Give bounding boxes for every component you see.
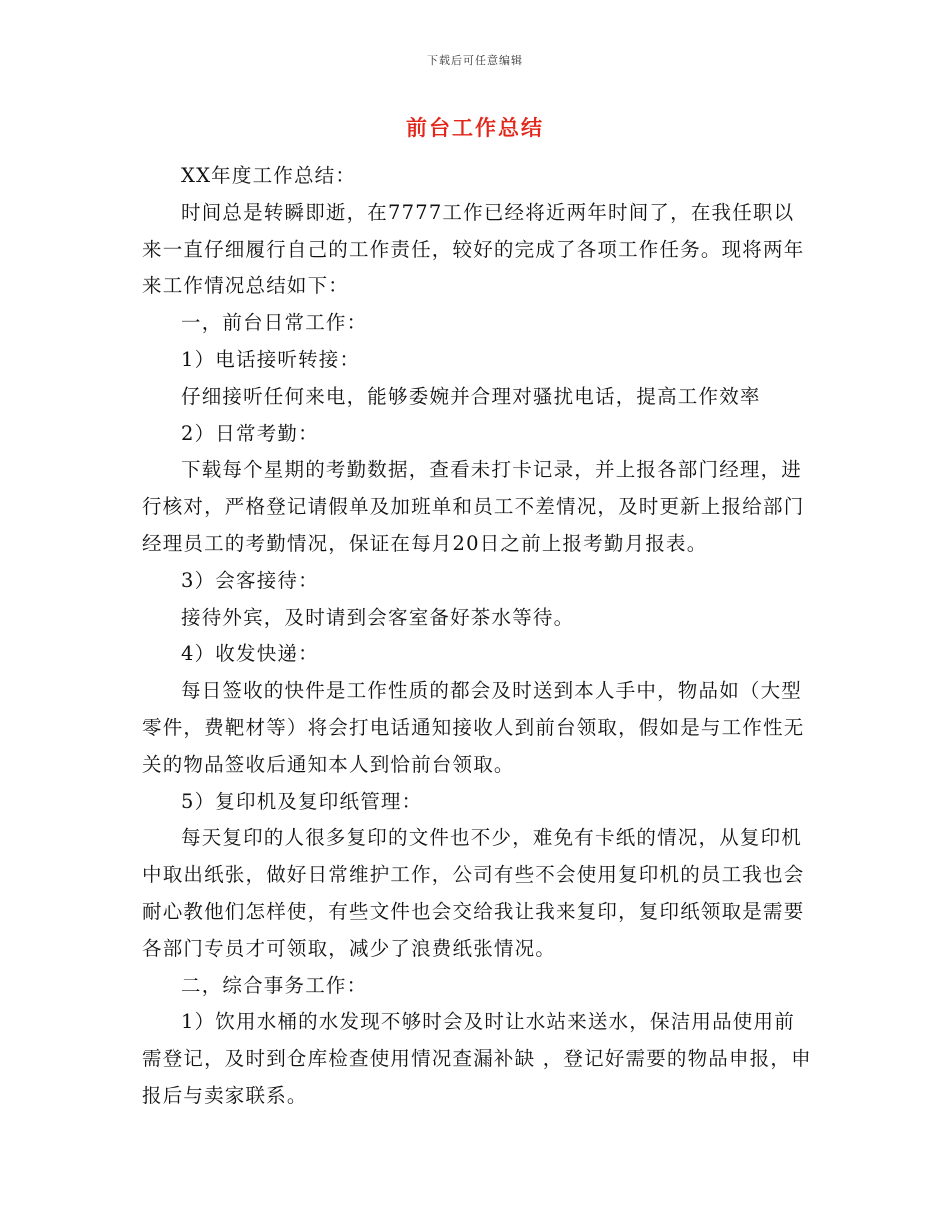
section-heading: 二，综合事务工作： xyxy=(181,973,368,997)
paragraph: 每日签收的快件是工作性质的都会及时送到本人手中，物品如（大型零件，费靶材等）将会打电话通知接收人到前台领取，假如是与工作性无关的物品签收后通知本人到恰前台领取。 xyxy=(142,679,805,776)
paragraph: 每天复印的人很多复印的文件也不少，难免有卡纸的情况，从复印机中取出纸张，做好日常维护工作，公司有些不会使用复印机的员工我也会耐心教他们怎样使，有些文件也会交给我让我来复印，复印纸领取是需要各部门专员才可领取，减少了浪费纸张情况。 xyxy=(142,826,805,960)
paragraph: 下载每个星期的考勤数据，查看未打卡记录，并上报各部门经理，进行核对，严格登记请假单及加班单和员工不差情况，及时更新上报给部门经理员工的考勤情况，保证在每月20日之前上报考勤月报表。 xyxy=(142,458,805,555)
header-note: 下载后可任意编辑 xyxy=(427,54,523,67)
subsection-heading: 4）收发快递： xyxy=(181,642,319,666)
subsection-heading: 2）日常考勤： xyxy=(181,421,319,445)
paragraph: 1）饮用水桶的水发现不够时会及时让水站来送水，保洁用品使用前需登记，及时到仓库检查使用情况查漏补缺 ，登记好需要的物品申报，申报后与卖家联系。 xyxy=(142,1010,812,1107)
document-title: 前台工作总结 xyxy=(406,115,544,140)
section-heading: 一，前台日常工作： xyxy=(181,311,368,335)
paragraph: 时间总是转瞬即逝，在7777工作已经将近两年时间了，在我任职以来一直仔细履行自己的工作责任，较好的完成了各项工作任务。现将两年来工作情况总结如下： xyxy=(142,200,805,298)
paragraph: 接待外宾，及时请到会客室备好茶水等待。 xyxy=(181,605,575,629)
document-body xyxy=(142,158,812,1115)
subsection-heading: 1）电话接听转接： xyxy=(181,347,361,371)
subsection-heading: 5）复印机及复印纸管理： xyxy=(181,789,423,813)
paragraph: XX年度工作总结： xyxy=(181,164,357,187)
paragraph: 仔细接听任何来电，能够委婉并合理对骚扰电话，提高工作效率 xyxy=(181,384,761,408)
subsection-heading: 3）会客接待： xyxy=(181,568,319,592)
